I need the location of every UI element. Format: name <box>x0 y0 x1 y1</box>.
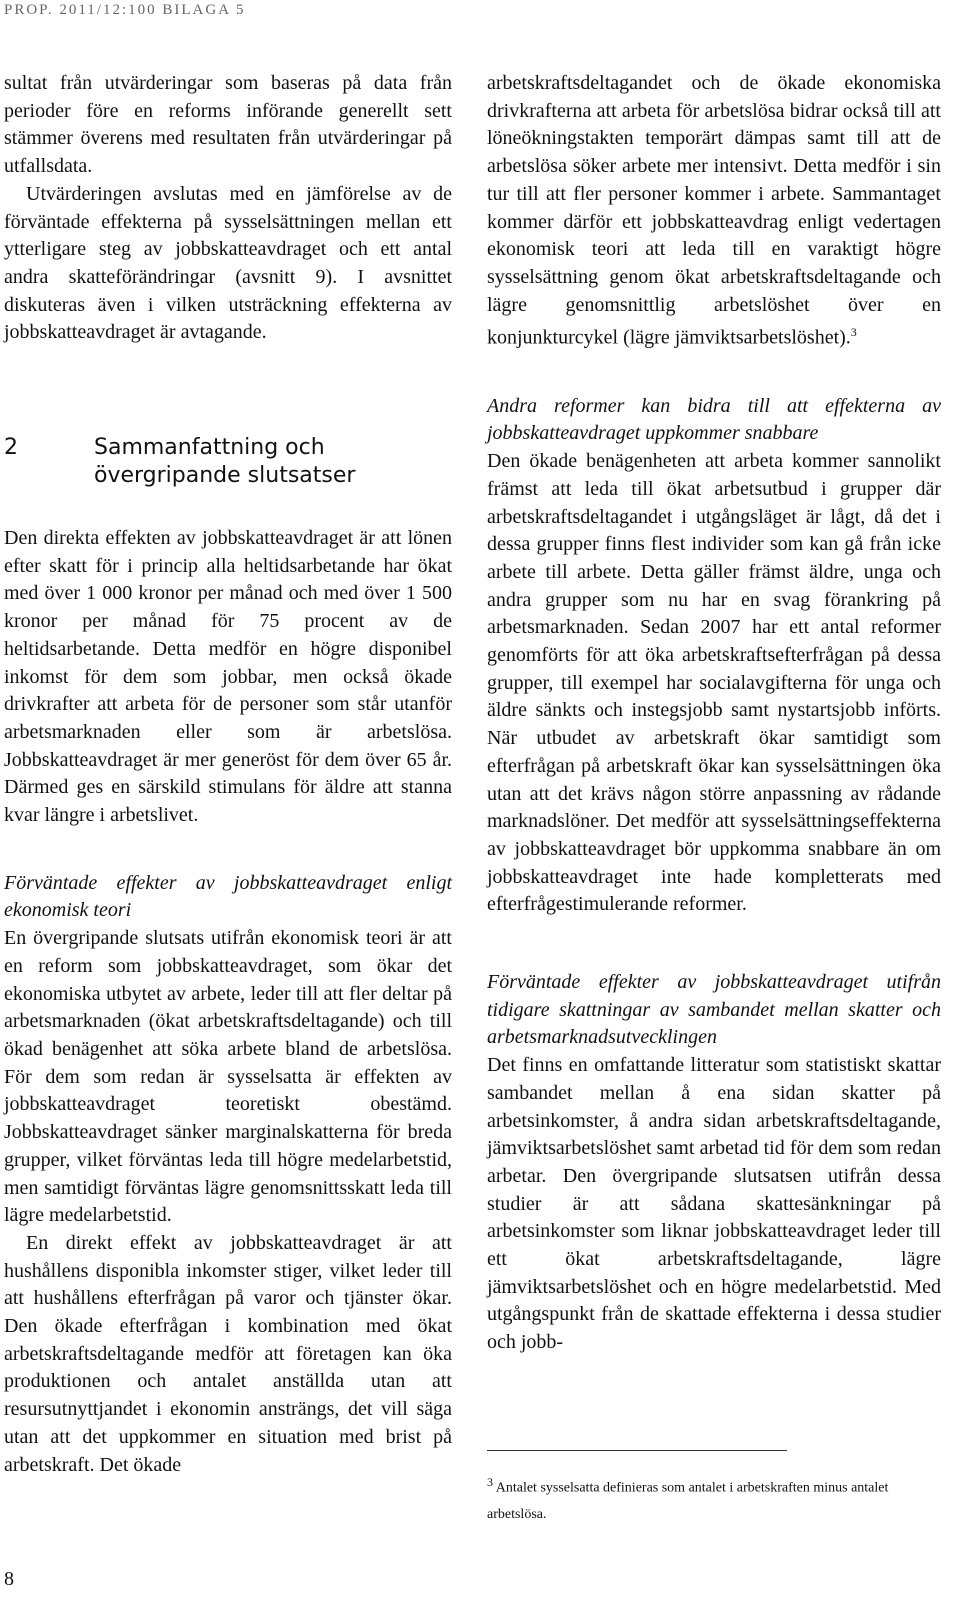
right-column <box>487 70 941 1357</box>
section-heading <box>4 434 452 490</box>
footnote-divider <box>487 1450 787 1451</box>
footnote-reference: 3 <box>850 325 857 340</box>
page-number: 8 <box>4 1568 14 1590</box>
subheading: Andra reformer kan bidra till att effekterna av jobbskatteavdraget uppkommer snabbare <box>487 394 941 445</box>
paragraph: Den ökade benägenheten att arbeta kommer sannolikt främst att leda till ökat arbetsutbud i grupper där arbetskraftsdeltagandet i utgångsläget är lågt, då det i dessa grupper finns flest individer som kan gå från icke arbete till arbete. Detta gäller främst äldre, unga och andra grupper som nu har en svag förankring på arbetsmarknaden. Sedan 2007 har ett antal reformer genomförts för att öka arbetskraftsefterfrågan på dessa grupper, till exempel har socialavgifterna för unga och äldre sänkts och instegsjobb samt nystartsjobb införts. När utbudet av arbetskraft ökar samtidigt som efterfrågan på arbetskraft ökar kan sysselsättningen öka utan att det krävs någon större anpassning av rådande marknadslöner. Det medför att sysselsättningseffekterna av jobbskatteavdraget bör uppkomma snabbare än om jobbskatteavdraget inte hade kompletterats med efterfrågestimulerande reformer. <box>487 450 941 916</box>
section-number: 2 <box>4 435 18 461</box>
subheading: Förväntade effekter av jobbskatteavdraget utifrån tidigare skattningar av sambandet mellan skatter och arbetsmarknadsutvecklingen <box>487 971 941 1049</box>
footnote-area <box>487 1450 941 1528</box>
footnote <box>487 1469 941 1528</box>
paragraph: En övergripande slutsats utifrån ekonomisk teori är att en reform som jobbskatteavdraget, som ökar det ekonomiska utbytet av arbete, leder till att fler deltar på arbetsmarknaden (ökat arbetskraftsdeltagande) och till ökad benägenhet att söka arbete bland de arbetslösa. För dem som redan är sysselsatta är effekten av jobbskatteavdraget teoretiskt obestämd. Jobbskatteavdraget sänker marginalskatterna för breda grupper, vilket förväntas leda till högre medelarbetstid, men samtidigt förväntas lägre genomsnittsskatt leda till lägre medelarbetstid. <box>4 927 452 1227</box>
paragraph: sultat från utvärderingar som baseras på data från perioder före en reforms införande generellt sett stämmer överens med resultaten från utvärderingar på utfallsdata. <box>4 72 452 178</box>
footnote-number: 3 <box>487 1475 493 1489</box>
paragraph: Den direkta effekten av jobbskatteavdraget är att lönen efter skatt för i princip alla heltidsarbetande har ökat med över 1 000 kronor per månad och med över 1 500 kronor per månad för 75 procent av de heltidsarbetande. Detta medför en högre disponibel inkomst för dem som jobbar, men också ökade drivkrafter att arbeta för de personer som står utanför arbetsmarknaden eller som är arbetslösa. Jobbskatteavdraget är mer generöst för dem över 65 år. Därmed ges en särskild stimulans för äldre att stanna kvar längre i arbetslivet. <box>4 527 452 827</box>
paragraph <box>487 70 941 353</box>
section-title: Sammanfattning och övergripande slutsatser <box>94 435 356 489</box>
paragraph-text: arbetskraftsdeltagandet och de ökade ekonomiska drivkrafterna att arbeta för arbetslösa bidrar också till att löneökningstakten temporärt dämpas samt till att de arbetslösa söker arbete mer intensivt. Detta medför i sin tur till att fler personer kommer i arbete. Sammantaget kommer därför ett jobbskatteavdrag enligt vedertagen ekonomisk teori att leda till en varaktigt högre sysselsättning genom ökat arbetskraftsdeltagande och lägre genomsnittlig arbetslöshet över en konjunkturcykel (lägre jämviktsarbetslöshet). <box>487 72 941 349</box>
subheading: Förväntade effekter av jobbskatteavdraget enligt ekonomisk teori <box>4 871 452 922</box>
paragraph: Utvärderingen avslutas med en jämförelse av de förväntade effekterna på sysselsättningen mellan ett ytterligare steg av jobbskatteavdraget och ett antal andra skatteförändringar (avsnitt 9). I avsnittet diskuteras även i vilken utsträckning effekterna av jobbskatteavdraget är avtagande. <box>4 182 452 344</box>
paragraph: En direkt effekt av jobbskatteavdraget är att hushållens disponibla inkomster stiger, vilket leder till att hushållens efterfrågan på varor och tjänster ökar. Den ökade efterfrågan i kombination med ökat arbetskraftsdeltagande medför att företagen kan öka produktionen och antalet anställda utan att resursutnyttjandet i ekonomin ansträngs, det vill säga utan att det uppkommer en situation med brist på arbetskraft. Det ökade <box>4 1231 452 1476</box>
left-column <box>4 70 452 1479</box>
paragraph: Det finns en omfattande litteratur som statistiskt skattar sambandet mellan å ena sidan skatter på arbetsinkomster, å andra sidan arbetskraftsdeltagande, jämviktsarbetslöshet samt arbetad tid för dem som redan arbetar. Den övergripande slutsatsen utifrån dessa studier är att sådana skattesänkningar på arbetsinkomster som liknar jobbskatteavdraget leder till ett ökat arbetskraftsdeltagande, lägre jämviktsarbetslöshet och en högre medelarbetstid. Med utgångspunkt från de skattade effekterna i dessa studier och jobb- <box>487 1054 941 1354</box>
running-header: PROP. 2011/12:100 BILAGA 5 <box>4 2 246 18</box>
footnote-text: Antalet sysselsatta definieras som antalet i arbetskraften minus antalet arbetslösa. <box>487 1480 889 1522</box>
